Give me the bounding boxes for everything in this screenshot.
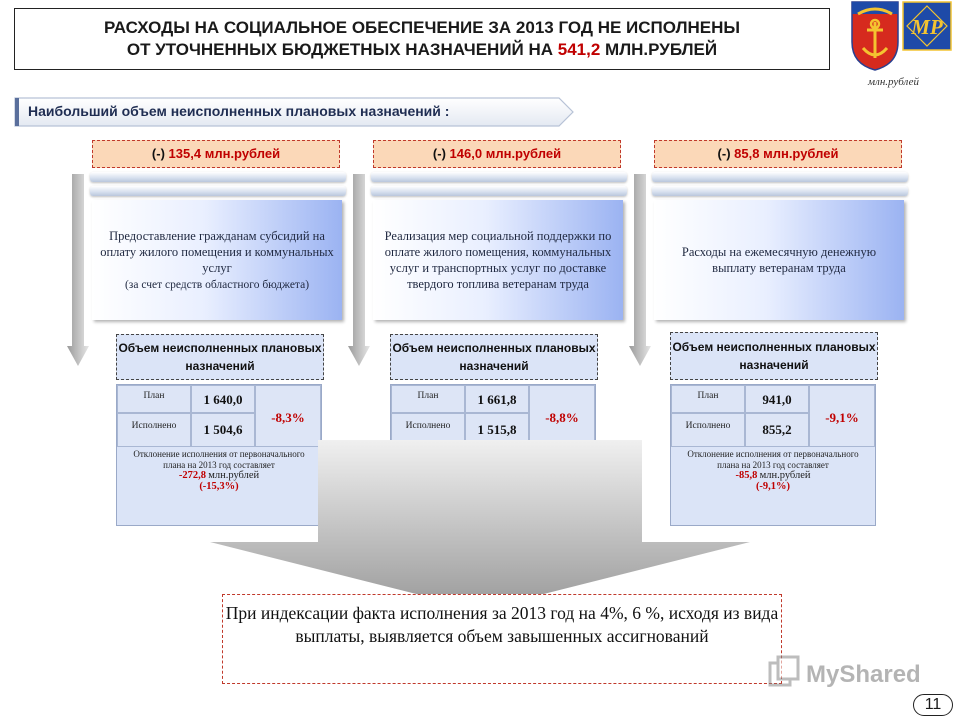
done-value: 1 504,6 (191, 413, 255, 447)
deviation-percent: (-9,1%) (755, 480, 791, 492)
column-3-amount (654, 140, 902, 168)
plan-value: 1 661,8 (465, 385, 529, 413)
title-line-1: РАСХОДЫ НА СОЦИАЛЬНОЕ ОБЕСПЕЧЕНИЕ ЗА 2013 ГОД НЕ ИСПОЛНЕНЫ (103, 18, 741, 37)
column-2-lip (371, 172, 627, 182)
amount-value: 85,8 (734, 146, 760, 161)
description-text: Расходы на ежемесячную денежную выплату ветеранам труда (681, 245, 877, 275)
title-line-2-unit: МЛН.РУБЛЕЙ (605, 40, 718, 59)
plan-value: 941,0 (745, 385, 809, 413)
title-line-2-text: ОТ УТОЧНЕННЫХ БЮДЖЕТНЫХ НАЗНАЧЕНИЙ НА (126, 40, 554, 59)
deviation-unit: млн.рублей (759, 470, 811, 481)
column-2-table-header: Объем неисполненных плановых назначений (390, 334, 598, 380)
percent-value: -8,3% (255, 385, 321, 447)
big-down-arrow-icon (210, 440, 750, 610)
watermark-text: MyShared (806, 661, 921, 688)
done-value: 855,2 (745, 413, 809, 447)
description-text: Предоставление гражданам субсидий на оплату жилого помещения и коммунальных услуг (100, 228, 334, 275)
coat-of-arms-icon (848, 0, 954, 72)
plan-label: План (117, 385, 191, 413)
watermark-logo-icon (768, 655, 928, 691)
done-label: Исполнено (671, 413, 745, 447)
column-3-table-header: Объем неисполненных плановых назначений (670, 332, 878, 380)
down-arrow-icon (67, 174, 89, 366)
column-3-lip (652, 172, 908, 182)
deviation-unit: млн.рублей (208, 470, 260, 481)
deviation-text: Отклонение исполнения от первоначального плана на 2013 год составляет (133, 449, 305, 470)
column-2-lip (371, 186, 627, 196)
amount-unit: млн.рублей (204, 146, 281, 161)
plan-label: План (671, 385, 745, 413)
title-line-2 (127, 39, 717, 61)
amount-prefix: (-) (717, 146, 731, 161)
down-arrow-icon (348, 174, 370, 366)
column-2-amount (373, 140, 621, 168)
done-label: Исполнено (117, 413, 191, 447)
description-note: (за счет средств областного бюджета) (124, 278, 310, 291)
amount-unit: млн.рублей (485, 146, 562, 161)
column-2-description (373, 200, 623, 320)
amount-value: 135,4 (168, 146, 202, 161)
done-value: 1 515,8 (465, 413, 529, 447)
conclusion-box: При индексации факта исполнения за 2013 год на 4%, 6 %, исходя из вида выплаты, выявляется объем завышенных ассигнований (222, 594, 782, 684)
title-total-value: 541,2 (557, 40, 601, 59)
logo-text: МР (911, 15, 943, 39)
deviation-value: -85,8 (735, 470, 758, 481)
column-1-lip (90, 172, 346, 182)
column-3-description (654, 200, 904, 320)
deviation-percent: (-15,3%) (199, 480, 239, 492)
slide-title (14, 8, 830, 70)
percent-value: -9,1% (809, 385, 875, 447)
column-3-lip (652, 186, 908, 196)
amount-unit: млн.рублей (763, 146, 839, 161)
column-1-description (92, 200, 342, 320)
column-1-amount (92, 140, 340, 168)
amount-value: 146,0 (449, 146, 483, 161)
page-number: 11 (913, 694, 953, 716)
down-arrow-icon (629, 174, 651, 366)
banner-text: Наибольший объем неисполненных плановых назначений : (28, 103, 450, 119)
deviation-value: -272,8 (178, 470, 206, 481)
plan-value: 1 640,0 (191, 385, 255, 413)
done-label: Исполнено (391, 413, 465, 447)
percent-value: -8,8% (529, 385, 595, 447)
amount-prefix: (-) (151, 146, 165, 161)
amount-prefix: (-) (432, 146, 446, 161)
description-text: Реализация мер социальной поддержки по оплате жилого помещения, коммунальных услуг и транспортных услуг по доставке твердого топлива ветеранам труда (384, 229, 612, 291)
units-label: млн.рублей (868, 76, 919, 88)
deviation-text: Отклонение исполнения от первоначального плана на 2013 год составляет (687, 449, 859, 470)
plan-label: План (391, 385, 465, 413)
column-1-lip (90, 186, 346, 196)
column-1-table-header: Объем неисполненных плановых назначений (116, 334, 324, 380)
